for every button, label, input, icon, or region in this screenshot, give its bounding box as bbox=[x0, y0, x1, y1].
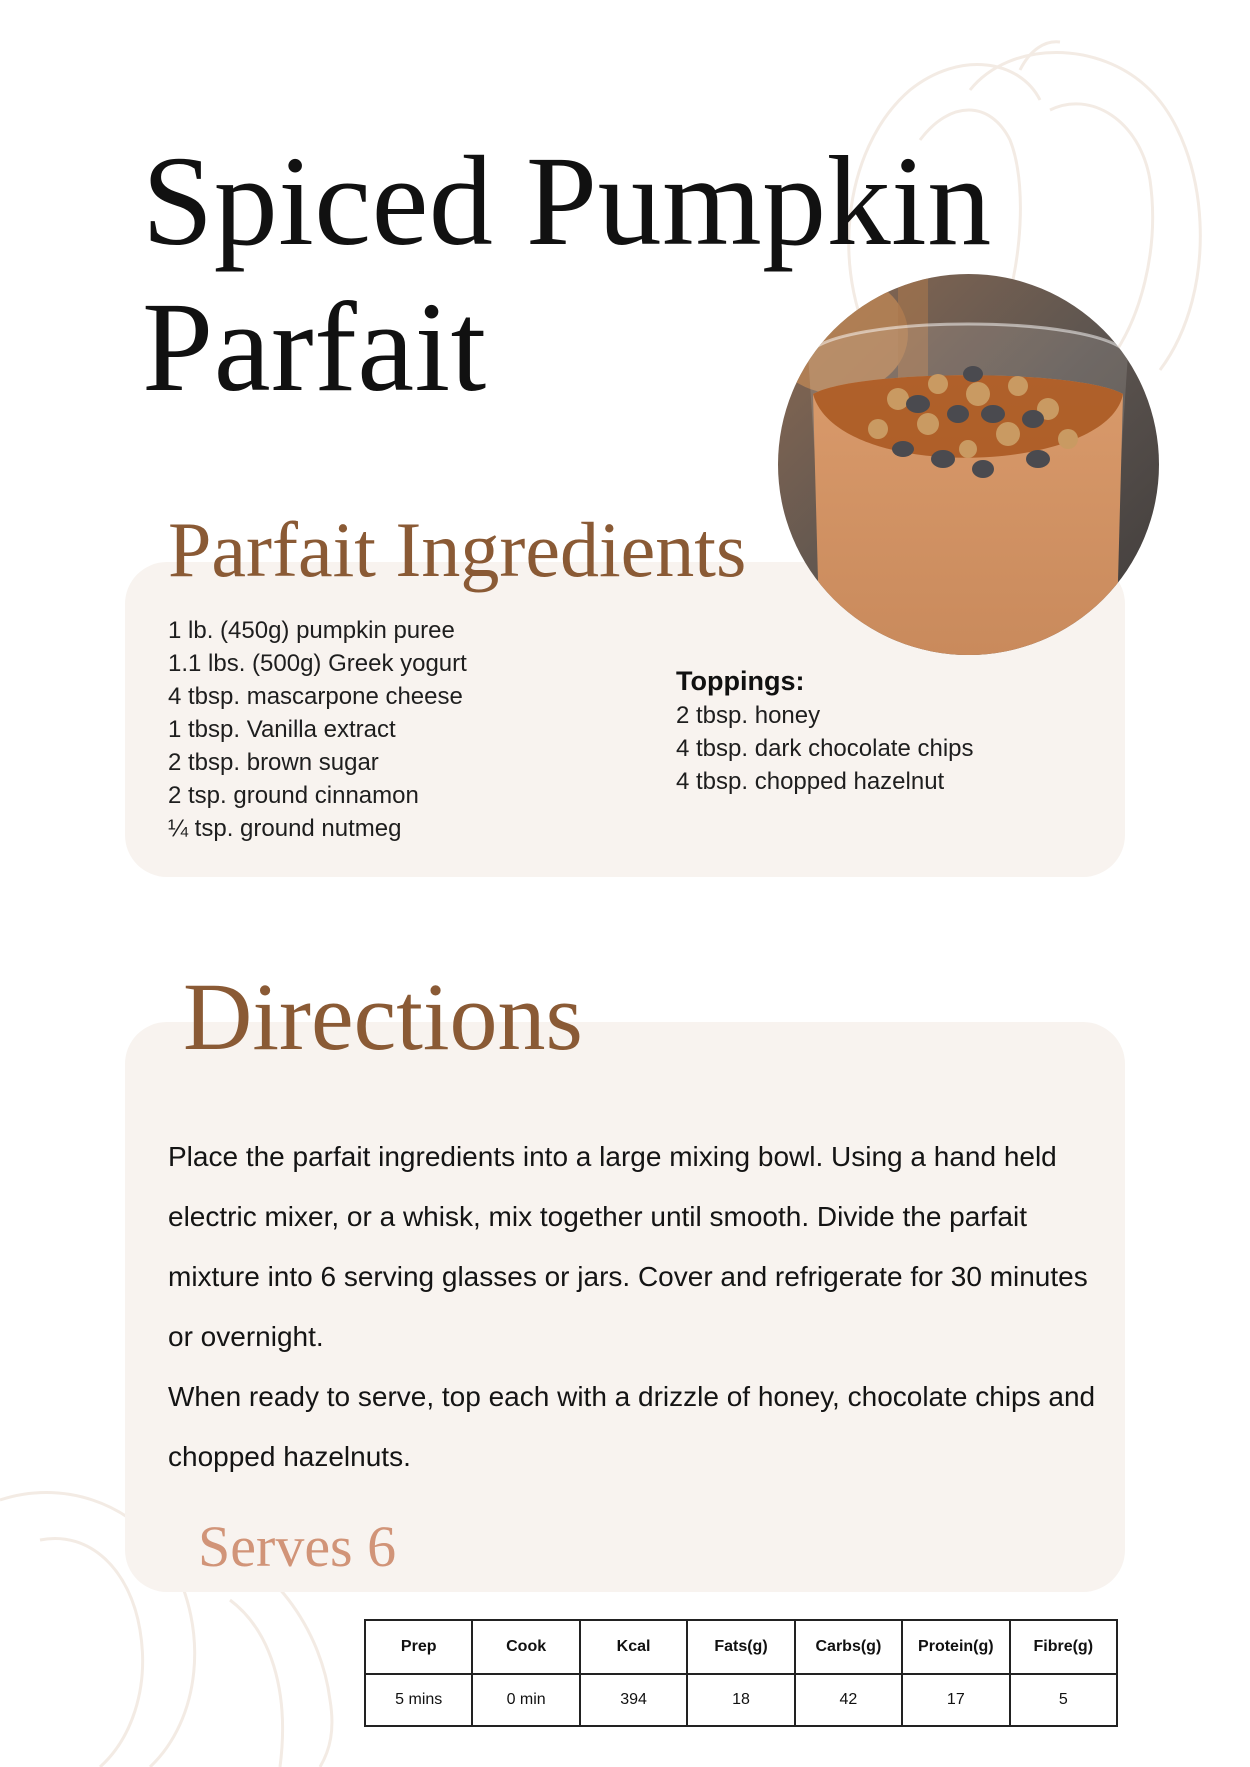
nutrition-header-cell: Carbs(g) bbox=[795, 1620, 902, 1674]
topping-item: 4 tbsp. dark chocolate chips bbox=[676, 735, 974, 762]
ingredient-item: 2 tsp. ground cinnamon bbox=[168, 782, 419, 809]
nutrition-value-cell: 5 bbox=[1010, 1674, 1117, 1726]
nutrition-header-cell: Fibre(g) bbox=[1010, 1620, 1117, 1674]
toppings-title: Toppings: bbox=[676, 666, 805, 696]
ingredients-list bbox=[168, 614, 467, 845]
nutrition-value-cell: 42 bbox=[795, 1674, 902, 1726]
nutrition-value-row bbox=[365, 1674, 1117, 1726]
ingredient-item: 1 tbsp. Vanilla extract bbox=[168, 716, 396, 743]
recipe-title-line1: Spiced Pumpkin bbox=[142, 130, 992, 272]
ingredient-item: 2 tbsp. brown sugar bbox=[168, 749, 379, 776]
nutrition-value-cell: 17 bbox=[902, 1674, 1009, 1726]
directions-paragraph: Place the parfait ingredients into a large mixing bowl. Using a hand held electric mixer, or a whisk, mix together until smooth. Divide the parfait mixture into 6 serving glasses or jars. Cover and refrigerate for 30 minutes or overnight. bbox=[168, 1141, 1088, 1352]
ingredient-item: 4 tbsp. mascarpone cheese bbox=[168, 683, 463, 710]
parfait-glass-illustration bbox=[778, 274, 1159, 655]
nutrition-header-cell: Fats(g) bbox=[687, 1620, 794, 1674]
serves-label: Serves 6 bbox=[198, 1514, 397, 1579]
ingredient-item: 1 lb. (450g) pumpkin puree bbox=[168, 617, 455, 644]
nutrition-value-cell: 0 min bbox=[472, 1674, 579, 1726]
nutrition-header-cell: Cook bbox=[472, 1620, 579, 1674]
topping-item: 2 tbsp. honey bbox=[676, 702, 821, 729]
nutrition-header-cell: Protein(g) bbox=[902, 1620, 1009, 1674]
topping-item: 4 tbsp. chopped hazelnut bbox=[676, 768, 945, 795]
ingredients-heading: Parfait Ingredients bbox=[168, 506, 747, 593]
nutrition-value-cell: 394 bbox=[580, 1674, 687, 1726]
directions-text bbox=[168, 1127, 1098, 1487]
directions-paragraph: When ready to serve, top each with a drizzle of honey, chocolate chips and chopped hazelnuts. bbox=[168, 1381, 1096, 1472]
nutrition-value-cell: 18 bbox=[687, 1674, 794, 1726]
toppings-block bbox=[676, 663, 974, 798]
nutrition-header-cell: Kcal bbox=[580, 1620, 687, 1674]
nutrition-value-cell: 5 mins bbox=[365, 1674, 472, 1726]
toppings-list bbox=[676, 699, 974, 798]
directions-heading: Directions bbox=[183, 963, 583, 1070]
parfait-photo bbox=[778, 274, 1159, 655]
recipe-title-line2: Parfait bbox=[142, 276, 487, 418]
nutrition-table bbox=[364, 1619, 1118, 1727]
nutrition-header-cell: Prep bbox=[365, 1620, 472, 1674]
nutrition-header-row bbox=[365, 1620, 1117, 1674]
ingredient-item: ¼ tsp. ground nutmeg bbox=[168, 815, 402, 842]
ingredient-item: 1.1 lbs. (500g) Greek yogurt bbox=[168, 650, 467, 677]
